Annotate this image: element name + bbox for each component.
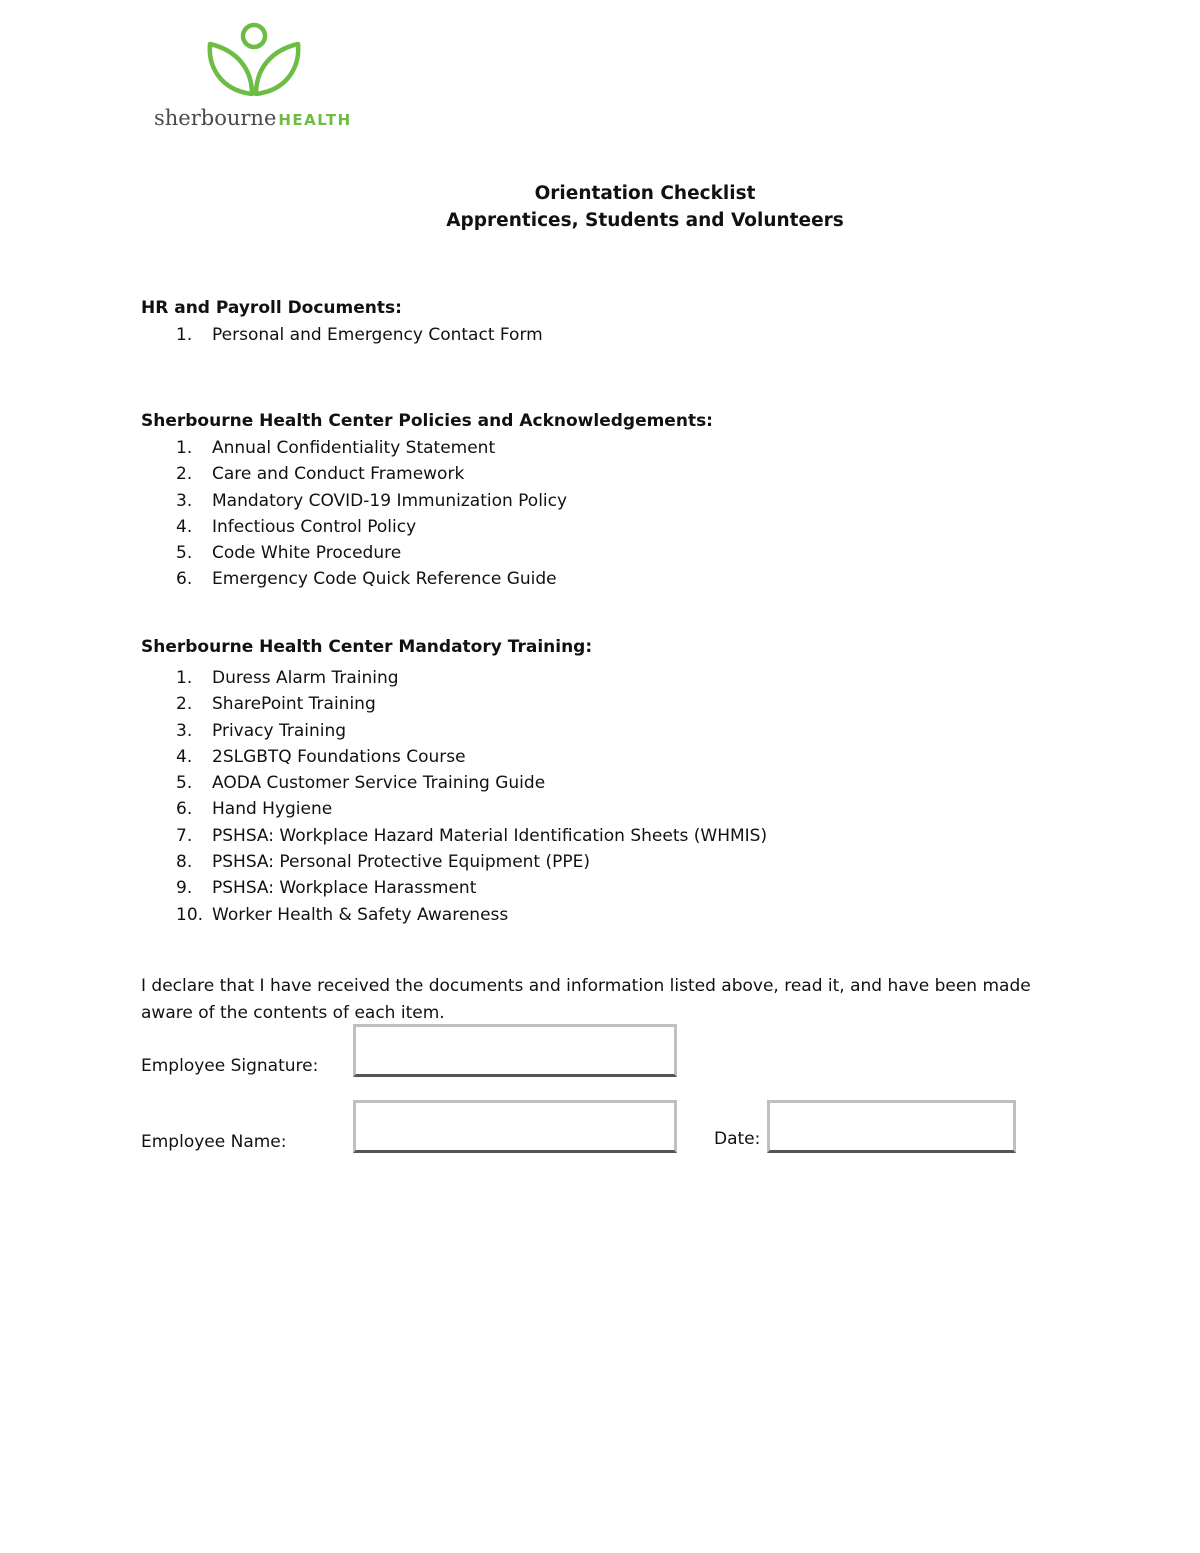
list-text: 2SLGBTQ Foundations Course	[212, 746, 466, 767]
training-list	[141, 665, 767, 928]
list-number: 7.	[176, 825, 193, 846]
list-text: PSHSA: Personal Protective Equipment (PPE)	[212, 852, 591, 873]
list-text: Worker Health & Safety Awareness	[212, 904, 509, 925]
list-text: AODA Customer Service Training Guide	[212, 773, 546, 794]
declaration-text: I declare that I have received the documents and information listed above, read it, and have been made aware of the contents of each item.	[141, 976, 1031, 1023]
list-text: Duress Alarm Training	[212, 668, 399, 688]
signature-label: Employee Signature:	[141, 1056, 319, 1076]
list-item	[141, 514, 567, 540]
training-heading: Sherbourne Health Center Mandatory Training:	[141, 637, 593, 657]
list-item	[141, 322, 543, 348]
list-item	[141, 770, 767, 796]
list-text: PSHSA: Workplace Hazard Material Identification Sheets (WHMIS)	[212, 825, 768, 846]
list-item	[141, 540, 567, 566]
list-number: 10.	[176, 904, 204, 925]
list-number: 6.	[176, 799, 193, 820]
list-number: 3.	[176, 720, 193, 741]
list-item	[141, 823, 767, 849]
list-item	[141, 461, 567, 487]
list-number: 4.	[176, 746, 193, 767]
list-item	[141, 744, 767, 770]
list-item	[141, 566, 567, 592]
list-text: Personal and Emergency Contact Form	[212, 325, 543, 345]
list-item	[141, 435, 567, 461]
list-item	[141, 849, 767, 875]
list-number: 6.	[176, 569, 193, 590]
list-text: SharePoint Training	[212, 694, 376, 715]
list-number: 5.	[176, 543, 193, 564]
list-item	[141, 488, 567, 514]
list-text: Infectious Control Policy	[212, 516, 417, 537]
title-line-2: Apprentices, Students and Volunteers	[446, 210, 844, 231]
list-text: Code White Procedure	[212, 543, 402, 564]
employee-name-field[interactable]	[353, 1100, 677, 1153]
list-number: 1.	[176, 325, 193, 345]
list-number: 9.	[176, 878, 193, 899]
policies-heading: Sherbourne Health Center Policies and Acknowledgements:	[141, 411, 713, 431]
list-number: 2.	[176, 694, 193, 715]
list-number: 4.	[176, 516, 193, 537]
hr-list	[141, 322, 543, 348]
document-title	[0, 180, 1200, 234]
list-text: Emergency Code Quick Reference Guide	[212, 569, 557, 590]
list-number: 8.	[176, 852, 193, 873]
list-item	[141, 875, 767, 901]
list-item	[141, 796, 767, 822]
date-label: Date:	[714, 1129, 761, 1149]
logo-wordmark: sherbourne	[154, 106, 277, 130]
title-line-1: Orientation Checklist	[534, 183, 756, 204]
list-number: 1.	[176, 438, 193, 458]
logo-subtitle: HEALTH	[278, 111, 352, 129]
list-item	[141, 718, 767, 744]
list-item	[141, 665, 767, 691]
list-text: Hand Hygiene	[212, 799, 333, 820]
list-text: Privacy Training	[212, 720, 347, 741]
list-text: Annual Confidentiality Statement	[212, 438, 496, 458]
list-number: 5.	[176, 773, 193, 794]
policies-list	[141, 435, 567, 593]
date-field[interactable]	[767, 1100, 1016, 1153]
leaf-logo-icon	[206, 20, 302, 96]
signature-field[interactable]	[353, 1024, 677, 1077]
list-number: 1.	[176, 668, 193, 688]
logo-text	[154, 104, 352, 134]
list-number: 3.	[176, 490, 193, 511]
list-number: 2.	[176, 464, 193, 485]
list-item	[141, 902, 767, 928]
hr-heading: HR and Payroll Documents:	[141, 298, 402, 318]
sherbourne-health-logo	[154, 20, 364, 132]
list-text: PSHSA: Workplace Harassment	[212, 878, 477, 899]
list-item	[141, 691, 767, 717]
list-text: Mandatory COVID-19 Immunization Policy	[212, 490, 568, 511]
employee-name-label: Employee Name:	[141, 1132, 287, 1152]
list-text: Care and Conduct Framework	[212, 464, 465, 485]
